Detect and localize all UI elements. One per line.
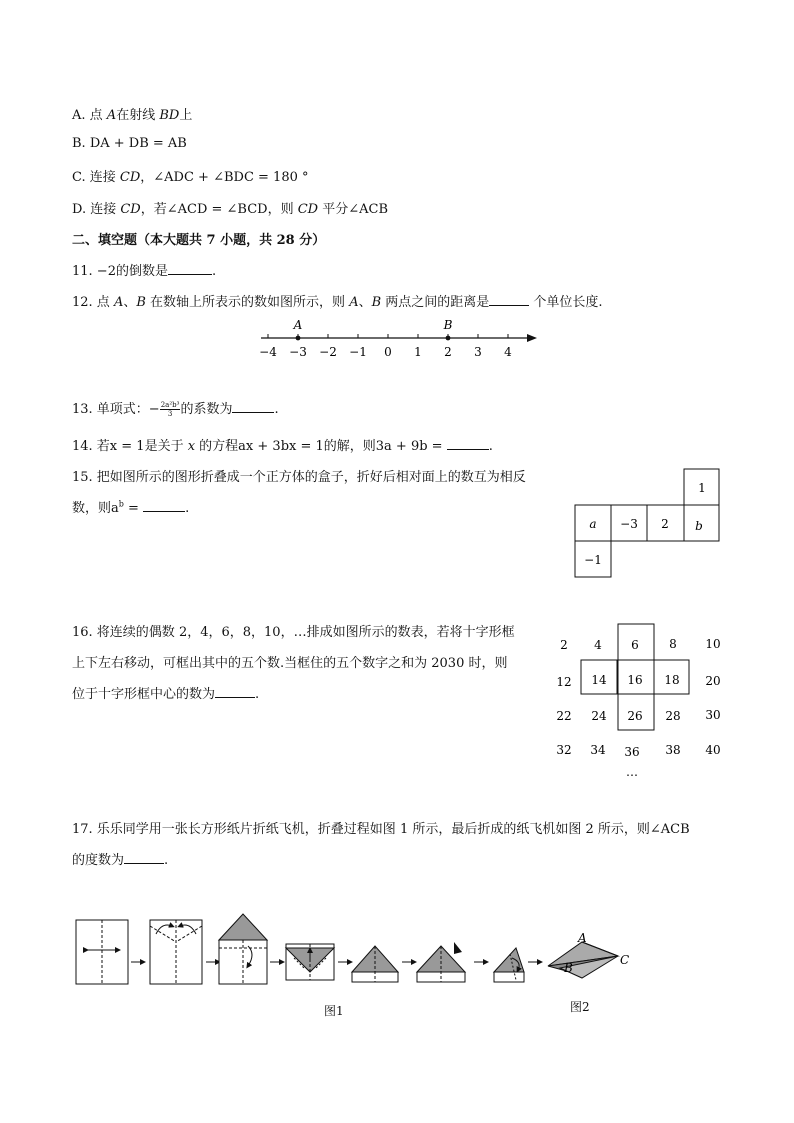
grid-cell: 12 — [556, 675, 572, 689]
grid-cell: 18 — [664, 673, 680, 687]
q13-c: . — [274, 402, 279, 417]
choice-a-prefix: A. 点 — [72, 108, 107, 123]
q12-p4: B — [371, 295, 382, 310]
point-b-label: B — [443, 318, 453, 332]
grid-cell: 30 — [705, 708, 721, 722]
grid-cell: 4 — [594, 638, 602, 652]
number-line-tick-label: 2 — [444, 345, 452, 359]
answer-blank[interactable] — [124, 851, 164, 864]
choice-d-segment-2: CD — [297, 202, 319, 217]
paper-plane — [548, 931, 629, 978]
question-12 — [72, 291, 603, 310]
figure-1-caption: 图1 — [324, 1004, 344, 1018]
question-11-text: 11. −2的倒数是 — [72, 264, 168, 279]
grid-cell: 10 — [705, 637, 721, 651]
choice-c — [72, 166, 309, 185]
number-line-tick-label: −4 — [259, 345, 277, 359]
choice-d-prefix: D. 连接 — [72, 202, 121, 217]
question-16-line-3 — [72, 683, 259, 702]
q14-var: x — [187, 439, 196, 454]
grid-cell: 24 — [591, 709, 607, 723]
question-11 — [72, 260, 216, 279]
grid-cell: 22 — [556, 709, 572, 723]
answer-blank[interactable] — [143, 499, 185, 512]
plane-label-b: B — [564, 961, 573, 975]
q16-l3b: . — [255, 687, 260, 702]
q12-p2: B — [136, 295, 146, 310]
figure-2-caption: 图2 — [570, 1000, 590, 1014]
section-heading — [72, 229, 325, 248]
answer-blank[interactable] — [232, 400, 274, 413]
grid-cell: 14 — [591, 673, 607, 687]
choice-a-ray: BD — [159, 108, 180, 123]
q15-exponent: b — [118, 499, 124, 509]
number-line-tick-label: −3 — [289, 345, 307, 359]
question-17-line-2 — [72, 849, 168, 868]
choice-d — [72, 198, 388, 217]
question-17-line-1: 17. 乐乐同学用一张长方形纸片折纸飞机，折叠过程如图 1 所示，最后折成的纸飞机如图 2 所示，则∠ACB — [72, 822, 690, 837]
net-label-neg3: −3 — [620, 517, 638, 531]
net-label-2: 2 — [661, 517, 669, 531]
point-b — [446, 336, 451, 341]
net-label-a: a — [589, 517, 597, 531]
net-label-bottom: −1 — [584, 553, 602, 567]
q12-m: 在数轴上所表示的数如图所示，则 — [145, 295, 350, 310]
q15-c: = — [123, 501, 144, 516]
net-label-top: 1 — [698, 481, 706, 495]
choice-a — [72, 104, 192, 123]
question-16-line-2: 上下左右移动，可框出其中的五个数.当框住的五个数字之和为 2030 时，则 — [72, 656, 508, 671]
section-heading-score: 28 — [276, 233, 295, 248]
q12-s1: 、 — [123, 295, 137, 310]
q12-m2: 两点之间的距离是 — [381, 295, 490, 310]
q17-l2a: 的度数为 — [72, 853, 125, 868]
question-15-line-1: 15. 把如图所示的图形折叠成一个正方体的盒子，折好后相对面上的数互为相反 — [72, 470, 526, 485]
point-a — [296, 336, 301, 341]
plane-label-c: C — [620, 953, 630, 967]
choice-d-suffix: 平分∠ACB — [318, 202, 389, 217]
grid-cell: 40 — [705, 743, 721, 757]
grid-cell: 34 — [590, 743, 606, 757]
q14-c: . — [488, 439, 493, 454]
monomial-fraction — [160, 401, 181, 418]
cube-net — [574, 468, 724, 580]
q12-p3: A — [349, 295, 359, 310]
number-line-arrow — [527, 334, 537, 342]
q17-l2b: . — [164, 853, 169, 868]
q12-a: 12. 点 — [72, 295, 114, 310]
choice-a-suffix: 上 — [179, 108, 193, 123]
question-13 — [72, 398, 279, 418]
answer-blank[interactable] — [215, 685, 255, 698]
grid-cell: 2 — [560, 638, 568, 652]
grid-cell: 26 — [627, 709, 643, 723]
q15-b: 数，则a — [72, 501, 119, 516]
choice-c-suffix: ，∠ADC + ∠BDC = 180 ° — [140, 170, 309, 185]
section-heading-c: 分） — [294, 233, 326, 248]
q12-p1: A — [113, 295, 124, 310]
grid-cell: 20 — [705, 674, 721, 688]
q16-l3a: 位于十字形框中心的数为 — [72, 687, 216, 702]
fold-step-5 — [352, 946, 398, 982]
q15-d: . — [185, 501, 190, 516]
choice-c-segment: CD — [119, 170, 141, 185]
fold-step-7 — [494, 948, 524, 982]
point-a-label: A — [293, 318, 303, 332]
fold-step-4 — [286, 944, 334, 980]
fold-step-2 — [150, 920, 202, 984]
question-11-end: . — [211, 264, 217, 279]
question-16-line-1: 16. 将连续的偶数 2，4，6，8，10，…排成如图所示的数表，若将十字形框 — [72, 625, 515, 640]
grid-cell: 28 — [665, 709, 681, 723]
fraction-numerator: 2a²b³ — [160, 401, 180, 409]
q12-b: 个单位长度. — [529, 295, 603, 310]
fraction-denominator: 3 — [167, 410, 173, 418]
q14-b: 的方程ax + 3bx = 1的解，则3a + 9b = — [195, 439, 447, 454]
number-line-tick-label: −2 — [319, 345, 337, 359]
number-line — [255, 312, 545, 364]
choice-b: B. DA + DB = AB — [72, 136, 187, 151]
number-line-tick-label: −1 — [349, 345, 367, 359]
grid-cell: 36 — [624, 745, 640, 759]
choice-c-prefix: C. 连接 — [72, 170, 120, 185]
choice-a-mid: 在射线 — [116, 108, 160, 123]
section-heading-a: 二、填空题（本大题共 7 小题，共 — [72, 233, 277, 248]
question-14 — [72, 435, 493, 454]
number-line-tick-label: 3 — [474, 345, 482, 359]
q13-a: 13. 单项式：− — [72, 402, 160, 417]
fold-step-6 — [417, 942, 465, 982]
number-line-tick-label: 0 — [384, 345, 392, 359]
answer-blank[interactable] — [168, 262, 212, 275]
choice-a-point: A — [106, 108, 117, 123]
grid-cell: 38 — [665, 743, 681, 757]
grid-cell: 6 — [631, 638, 639, 652]
answer-blank[interactable] — [489, 293, 529, 306]
number-line-tick-label: 1 — [414, 345, 422, 359]
plane-label-a: A — [578, 931, 587, 945]
number-line-tick-label: 4 — [504, 345, 512, 359]
grid-ellipsis: … — [626, 765, 638, 779]
q12-s2: 、 — [358, 295, 372, 310]
q14-a: 14. 若x = 1是关于 — [72, 439, 188, 454]
answer-blank[interactable] — [447, 437, 489, 450]
choice-d-segment: CD — [120, 202, 141, 217]
number-grid — [548, 622, 734, 782]
grid-cell: 32 — [556, 743, 572, 757]
grid-cell: 16 — [627, 673, 643, 687]
q13-b: 的系数为 — [180, 402, 233, 417]
question-15-line-2 — [72, 497, 189, 516]
net-label-b: b — [695, 519, 703, 533]
folding-diagram — [70, 906, 650, 996]
fold-step-3 — [219, 914, 267, 984]
grid-cell: 8 — [669, 637, 677, 651]
fold-step-1 — [76, 920, 128, 984]
choice-d-mid: ，若∠ACD = ∠BCD，则 — [140, 202, 298, 217]
